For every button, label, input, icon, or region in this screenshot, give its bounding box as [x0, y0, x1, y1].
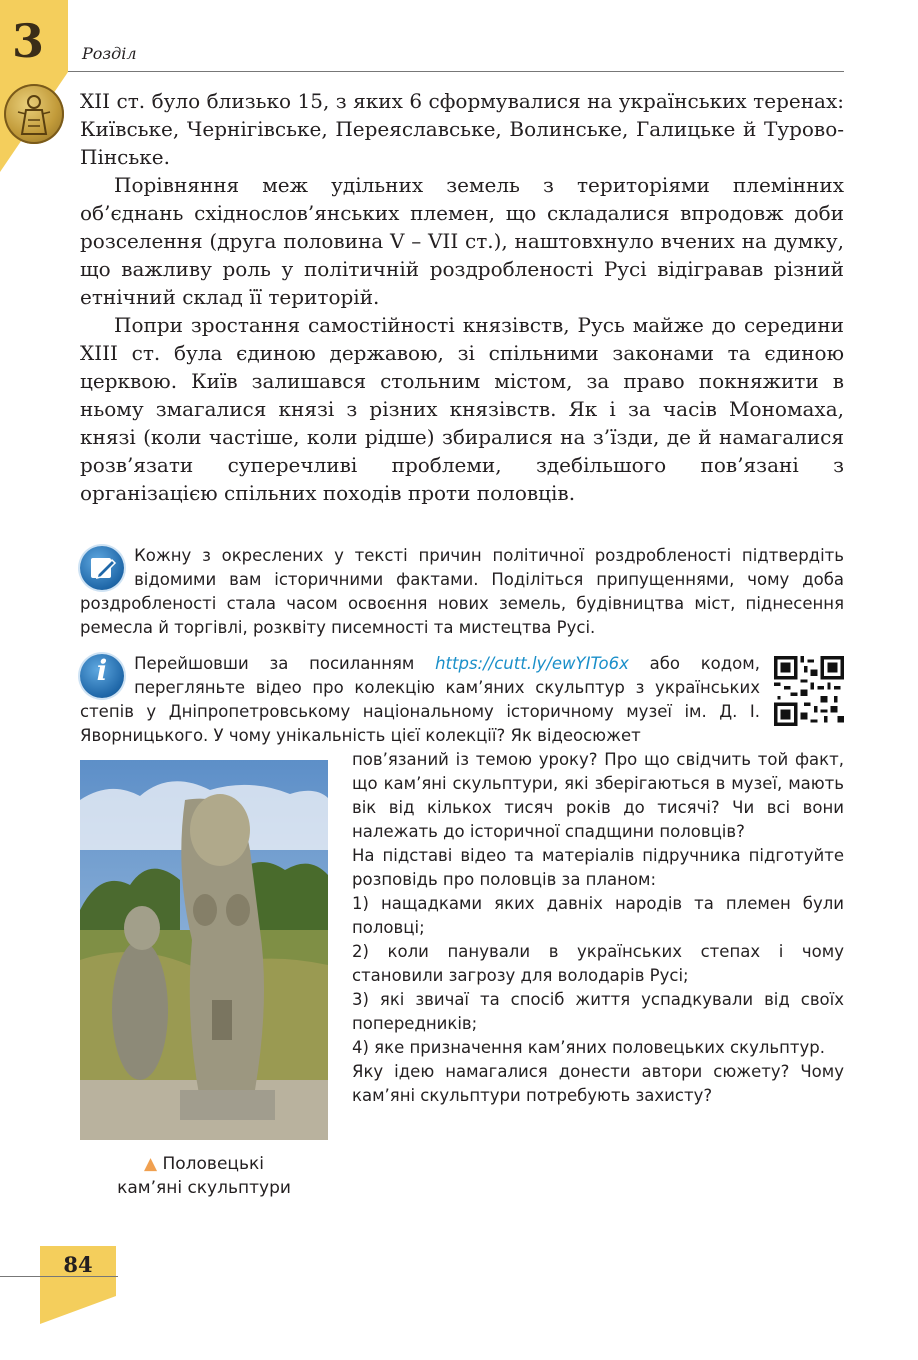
header-rule — [68, 71, 844, 72]
section-label: Розділ — [82, 44, 137, 63]
text-line: На підставі відео та матеріалів підручника підготуйте розповідь про половців за планом: — [352, 846, 844, 889]
qr-code-icon[interactable] — [774, 656, 844, 726]
caption-triangle-icon: ▲ — [144, 1154, 158, 1174]
info-block — [80, 652, 844, 748]
paragraph: Попри зростання самостійності князівств, Русь майже до середини XIII ст. була єдиною державою, зі спільними законами та єдиною церквою. Київ залишався стольним містом, за право покняжити в ньому змагалися князі з різних князівств. Як і за часів Мономаха, князі (коли частіше, коли рідше) збиралися на з’їзди, де й намагалися розв’язати суперечливі проблеми, здебільшого пов’язані з організацією спільних походів проти половців. — [80, 313, 844, 505]
caption-line-1: Половецькі — [162, 1154, 264, 1174]
text-line: пов’язаний із темою уроку? Про що свідчить той факт, що кам’яні скульптури, які зберігаються в музеї, мають вік від кількох тисяч років до тисячі? Чи всі вони належать до історичної спадщини половців? — [352, 750, 844, 841]
task-text: Кожну з окреслених у тексті причин політичної роздробленості підтвердіть відомими вам історичними фактами. Поділіться припущеннями, чому доба роздробленості стала часом освоєння нових земель, будівництва міст, піднесення ремесла й торгівлі, розквіту писемності та мистецтва Русі. — [80, 546, 844, 637]
pencil-icon — [80, 546, 124, 590]
sculptures-photo — [80, 760, 328, 1140]
task-block — [80, 544, 844, 640]
info-text-after: або кодом, перегляньте відео про колекцію кам’яних скульптур з українських степів у Дніпропетровському національному історичному музеї ім. Д. І. Яворницького. У чому унікальність цієї колекції? Як відеосюжет — [80, 654, 760, 745]
page-number: 84 — [63, 1252, 93, 1277]
info-glyph: i — [96, 654, 108, 687]
video-link[interactable]: https://cutt.ly/ewYITo6x — [435, 654, 629, 673]
page-tab-tail — [40, 1296, 116, 1324]
plan-item-3: 3) які звичаї та спосіб життя успадкували від своїх попередників; — [352, 990, 844, 1033]
paragraph: Порівняння меж удільних земель з територіями племінних об’єднань східнослов’янських племен, що складалися впродовж доби розселення (друга половина V – VII ст.), наштовхнуло вчених на думку, що важливу роль у політичній роздробленості Русі відігравав різний етнічний склад її територій. — [80, 173, 844, 309]
photo-caption — [80, 1152, 328, 1200]
coin-icon — [4, 84, 64, 144]
chapter-number: 3 — [11, 14, 44, 68]
info-icon — [80, 654, 124, 698]
paragraph: XII ст. було близько 15, з яких 6 сформувалися на українських теренах: Київське, Чернігівське, Переяславське, Волинське, Галицьке й Турово-Пінське. — [80, 89, 844, 169]
plan-item-2: 2) коли панували в українських степах і чому становили загрозу для володарів Русі; — [352, 942, 844, 985]
main-text — [80, 87, 844, 507]
text-line: Яку ідею намагалися донести автори сюжету? Чому кам’яні скульптури потребують захисту? — [352, 1062, 844, 1105]
info-text-before: Перейшовши за посиланням — [134, 654, 436, 673]
right-column-text — [352, 748, 844, 1108]
caption-line-2: кам’яні скульптури — [117, 1178, 291, 1198]
plan-item-1: 1) нащадками яких давніх народів та племен були половці; — [352, 894, 844, 937]
plan-item-4: 4) яке призначення кам’яних половецьких скульптур. — [352, 1038, 825, 1057]
